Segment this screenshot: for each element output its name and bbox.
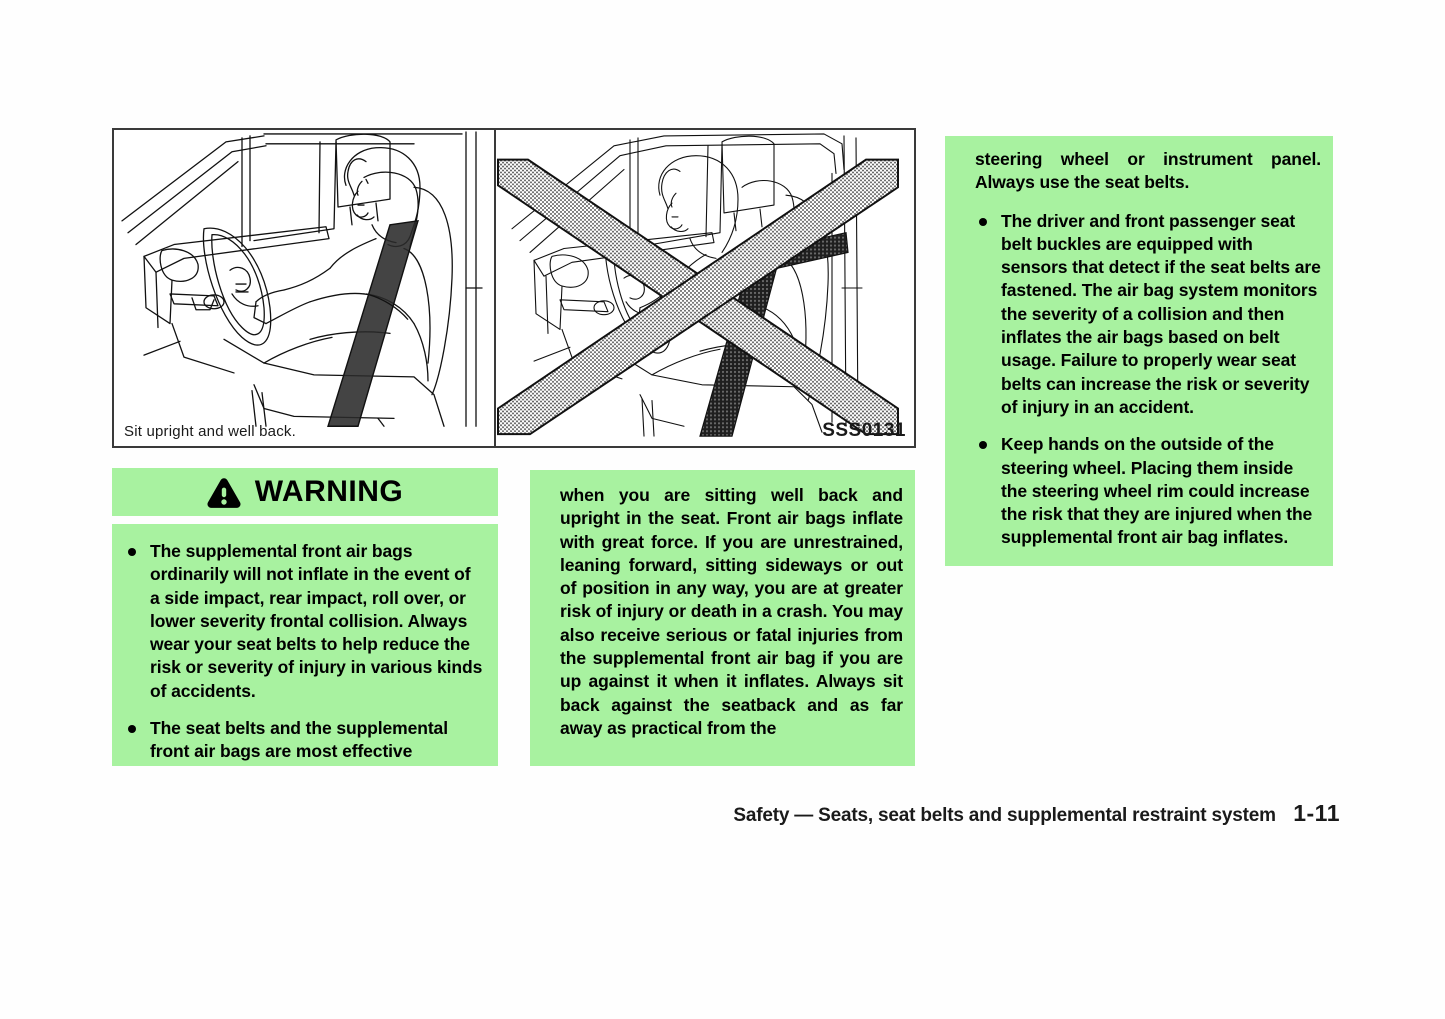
middle-column-continuation-text: when you are sitting well back and upright in the seat. Front air bags inflate with great force. If you are unrestrained, leaning forward, sitting sideways or out of position in any way, you are at greater risk of injury or death in a crash. You may also receive serious or fatal injuries from the supplemental front air bag if you are up against it when it inflates. Always sit back against the seatback and as far away as practical from the [560,485,903,738]
warning-triangle-icon [207,477,241,508]
warning-title: WARNING [254,475,404,508]
warning-bullet-2-text: The seat belts and the supplemental front air bags are most effective [150,718,448,762]
warning-bullet-2 [124,717,484,764]
right-column-bullet-1 [975,210,1321,420]
bullet-dot-icon [979,218,987,226]
bullet-dot-icon [128,548,136,556]
warning-bullet-1 [124,540,484,703]
incorrect-seating-position-illustration-crossed-out [494,130,914,446]
figure-left-panel [114,130,494,446]
middle-column-box [530,470,915,766]
figure-code-label: SSS0131 [822,420,906,441]
correct-seating-position-illustration [114,130,494,446]
right-column-bullet-2 [975,433,1321,549]
right-column-continuation-text: steering wheel or instrument panel. Always use the seat belts. [975,149,1321,193]
warning-bullet-list [124,540,484,764]
footer-page-number: 1-11 [1293,800,1340,826]
warning-bullet-1-text: The supplemental front air bags ordinarily will not inflate in the event of a side impact, rear impact, roll over, or lower severity frontal collision. Always wear your seat belts to help reduce the risk or severity of injury in various kinds of accidents. [150,541,483,701]
right-column-box [945,136,1333,566]
right-column-bullet-list [975,210,1321,550]
right-column-bullet-2-text: Keep hands on the outside of the steering wheel. Placing them inside the steering wheel rim could increase the risk that they are injured when the supplemental front air bag inflates. [1001,434,1313,548]
bullet-dot-icon [128,725,136,733]
figure-illustration-frame [112,128,916,448]
warning-header-banner [112,468,498,516]
page-footer [0,800,1340,827]
warning-body-box [112,524,498,766]
right-column-bullet-1-text: The driver and front passenger seat belt buckles are equipped with sensors that detect if the seat belts are fastened. The air bag system monitors the severity of a collision and then inflates the air bags based on belt usage. Failure to properly wear seat belts can increase the risk or severity of injury in an accident. [1001,210,1321,417]
footer-section-title: Safety — Seats, seat belts and supplemental restraint system [733,805,1276,826]
figure-right-panel [494,130,914,446]
bullet-dot-icon [979,441,987,449]
figure-caption-left: Sit upright and well back. [124,423,296,440]
